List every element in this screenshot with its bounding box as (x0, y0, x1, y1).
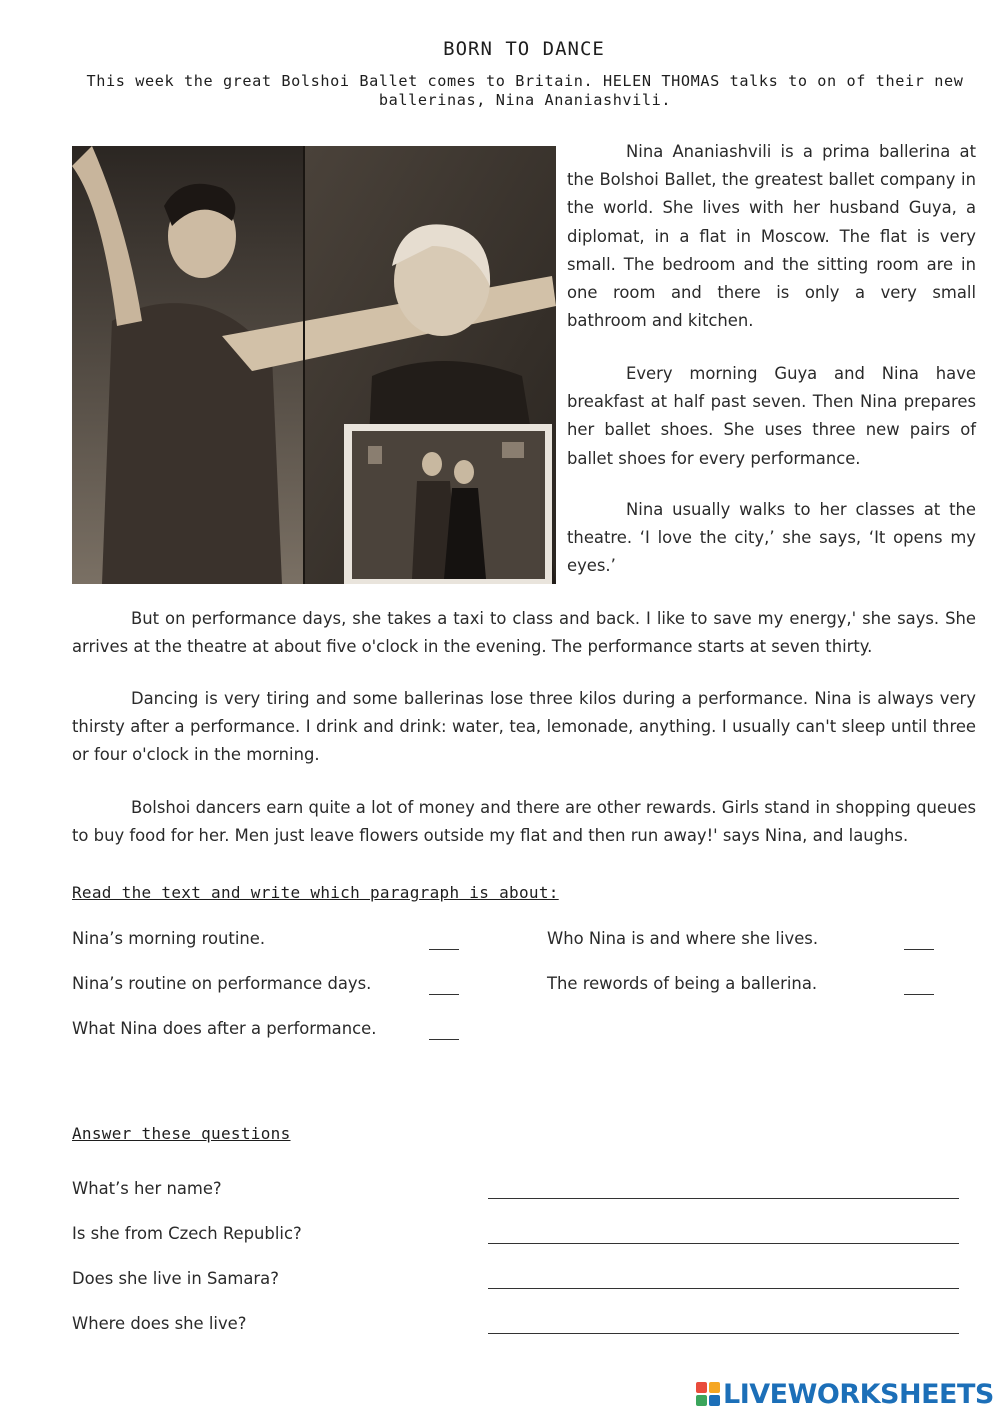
exercise1-blank-performance-days[interactable] (429, 994, 459, 995)
paragraph-4: But on performance days, she takes a taxi to class and back. I like to save my energy,' she says. She arrives at the theatre at about five o'clock in the evening. The performance starts at seven thirty. (72, 609, 976, 657)
exercise1-blank-morning[interactable] (429, 949, 459, 950)
exercise1-heading: Read the text and write which paragraph is about: (72, 883, 559, 902)
paragraph-5: Dancing is very tiring and some ballerinas lose three kilos during a performance. Nina is always very thirsty after a performance. I drink and drink: water, tea, lemonade, anything. I usually can't sleep until three or four o'clock in the morning. (72, 689, 976, 765)
worksheet-subtitle: This week the great Bolshoi Ballet comes to Britain. HELEN THOMAS talks to on of their new ballerinas, Nina Ananiashvili. (86, 72, 964, 109)
ballerina-photo (72, 146, 556, 584)
exercise1-item-rewards: The rewords of being a ballerina. (547, 974, 818, 993)
logo-text: LIVEWORKSHEETS (723, 1378, 994, 1410)
question-samara: Does she live in Samara? (72, 1269, 279, 1288)
logo-square-1 (696, 1382, 707, 1393)
answer-line-samara[interactable] (488, 1288, 959, 1289)
logo-square-3 (696, 1395, 707, 1406)
logo-square-4 (709, 1395, 720, 1406)
answer-line-name[interactable] (488, 1198, 959, 1199)
paragraph-1: Nina Ananiashvili is a prima ballerina at the Bolshoi Ballet, the greatest ballet company in the world. She lives with her husband Guya, a diplomat, in a flat in Moscow. The flat is very small. The bedroom and the sitting room are in one room and there is only a very small bathroom and kitchen. (567, 142, 976, 331)
exercise1-item-performance-days: Nina’s routine on performance days. (72, 974, 372, 993)
exercise1-item-after-performance: What Nina does after a performance. (72, 1019, 377, 1038)
question-czech: Is she from Czech Republic? (72, 1224, 302, 1243)
logo-mark-icon (696, 1382, 720, 1406)
paragraph-6: Bolshoi dancers earn quite a lot of money and there are other rewards. Girls stand in shopping queues to buy food for her. Men just leave flowers outside my flat and then run away!' says Nina, and laughs. (72, 798, 976, 846)
exercise1-blank-after-performance[interactable] (429, 1039, 459, 1040)
paragraph-2: Every morning Guya and Nina have breakfast at half past seven. Then Nina prepares her ballet shoes. She uses three new pairs of ballet shoes for every performance. (567, 364, 976, 468)
logo-square-2 (709, 1382, 720, 1393)
question-where: Where does she live? (72, 1314, 247, 1333)
answer-line-czech[interactable] (488, 1243, 959, 1244)
paragraph-3: Nina usually walks to her classes at the theatre. ‘I love the city,’ she says, ‘It opens my eyes.’ (567, 500, 976, 576)
liveworksheets-logo (696, 1378, 994, 1410)
worksheet-title: BORN TO DANCE (443, 38, 605, 60)
exercise1-blank-rewards[interactable] (904, 994, 934, 995)
exercise2-heading: Answer these questions (72, 1124, 291, 1143)
question-name: What’s her name? (72, 1179, 222, 1198)
exercise1-item-morning: Nina’s morning routine. (72, 929, 266, 948)
exercise1-blank-who[interactable] (904, 949, 934, 950)
answer-line-where[interactable] (488, 1333, 959, 1334)
exercise1-item-who: Who Nina is and where she lives. (547, 929, 819, 948)
